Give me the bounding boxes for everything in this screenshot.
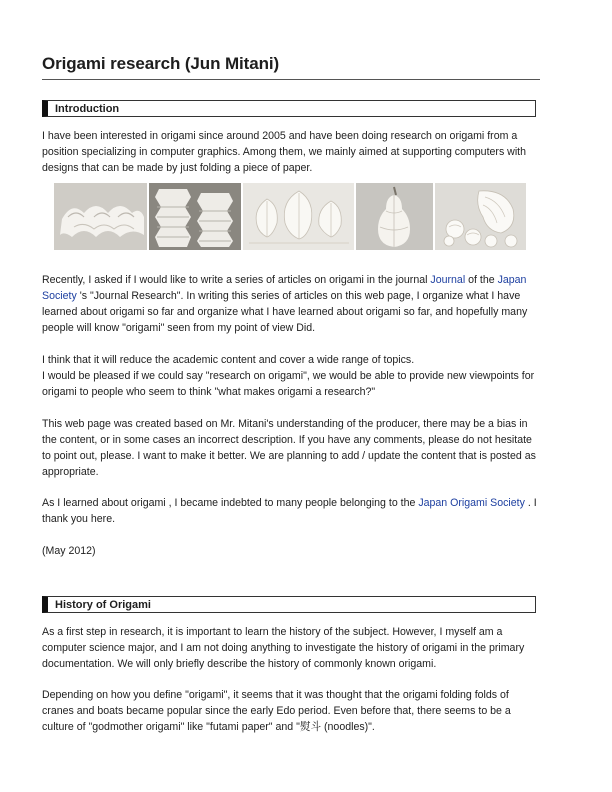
- page-title: Origami research (Jun Mitani): [42, 54, 540, 80]
- origami-photo-pear: [356, 183, 433, 250]
- intro-date: (May 2012): [42, 545, 96, 557]
- origami-photo-shells: [435, 183, 526, 250]
- intro-p2-text-b: of the: [465, 274, 498, 286]
- intro-p2-text-a: Recently, I asked if I would like to write a series of articles on origami in the journal: [42, 274, 431, 286]
- intro-p3-line-1: I think that it will reduce the academic content and cover a wide range of topics.: [42, 354, 415, 366]
- journal-link[interactable]: Journal: [430, 274, 466, 286]
- intro-paragraph-2: [42, 272, 542, 336]
- intro-paragraph-1: I have been interested in origami since around 2005 and have been doing research on origami from a position specializing in computer graphics. Among them, we mainly aimed at supporting computers with designs that can be made by just folding a piece of paper.: [42, 130, 527, 174]
- section-heading-history: History of Origami: [42, 596, 536, 613]
- history-paragraph-2: Depending on how you define "origami", it seems that it was thought that the origami folding folds of cranes and boats became popular since the early Edo period. Even before that, there seems to be a culture of "godmother origami" like "futami paper" and "熨斗 (noodles)".: [42, 689, 511, 733]
- intro-paragraph-4: This web page was created based on Mr. Mitani's understanding of the producer, there may be a bias in the content, or in some cases an incorrect description. If you have any comments, please do not hesitate to point out, please. I want to make it better. We are planning to add / update the content that is posted as appropriate.: [42, 418, 536, 478]
- section-heading-introduction: Introduction: [42, 100, 536, 117]
- intro-paragraph-5: [42, 495, 542, 527]
- origami-photo-strip: [54, 183, 526, 250]
- intro-p2-text-c: 's "Journal Research". In writing this series of articles on this web page, I organize what I have learned about origami so far and organize what I have learned about origami so far, and hopefully many people will know "origami" seen from my point of view Did.: [42, 290, 528, 334]
- intro-paragraph-3: [42, 352, 542, 400]
- origami-photo-bulbs: [243, 183, 354, 250]
- intro-p5-text-a: As I learned about origami , I became indebted to many people belonging to the: [42, 497, 419, 509]
- japan-origami-society-link[interactable]: Japan Origami Society: [418, 497, 525, 509]
- japan-society-link[interactable]: Japan Society: [42, 274, 527, 302]
- origami-photo-tessellation: [54, 183, 147, 250]
- history-paragraph-1: As a first step in research, it is important to learn the history of the subject. However, I myself am a computer science major, and I am not doing anything to investigate the history of origami in the primary documentation. We will only briefly describe the history of commonly known origami.: [42, 626, 525, 670]
- intro-p5-text-b: . I thank you here.: [42, 497, 537, 525]
- intro-p3-line-2: I would be pleased if we could say "research on origami", we would be able to provide new viewpoints for origami to people who seem to think "what makes origami a research?": [42, 370, 535, 398]
- origami-photo-columns: [149, 183, 241, 250]
